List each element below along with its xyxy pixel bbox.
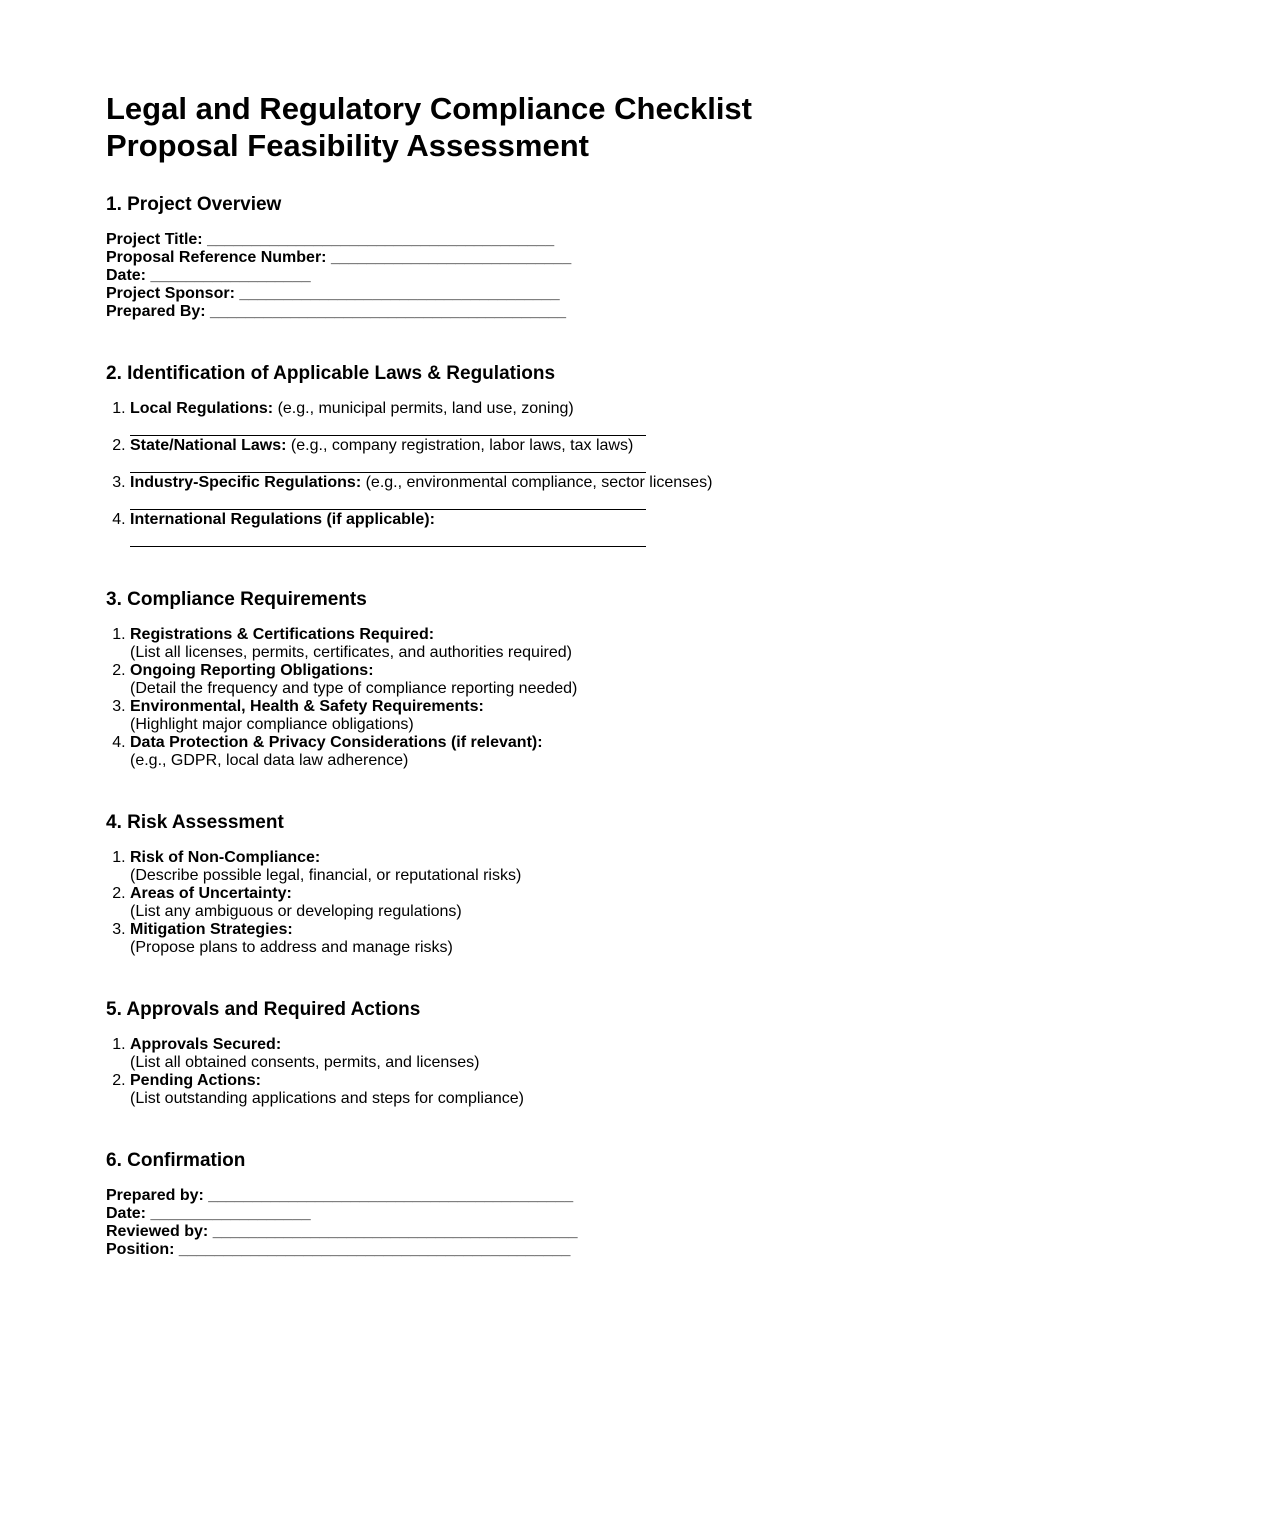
- document-title: [106, 90, 1206, 164]
- confirm-prepared-by-field[interactable]: Prepared by: _________________________________________: [106, 1187, 574, 1204]
- section-compliance-heading: 3. Compliance Requirements: [106, 589, 367, 610]
- list-item: [130, 400, 1206, 436]
- list-item: [130, 626, 1206, 662]
- list-item: [130, 511, 1206, 547]
- project-sponsor-field[interactable]: Project Sponsor: ____________________________________: [106, 285, 560, 302]
- compliance-list: [106, 626, 1206, 770]
- list-item: [130, 1036, 1206, 1072]
- reviewed-by-field[interactable]: Reviewed by: _________________________________________: [106, 1223, 578, 1240]
- laws-list: [106, 400, 1206, 547]
- item-description: (e.g., GDPR, local data law adherence): [130, 752, 409, 769]
- list-item: [130, 474, 1206, 510]
- section-approvals-heading: 5. Approvals and Required Actions: [106, 999, 421, 1020]
- item-description: (Describe possible legal, financial, or reputational risks): [130, 867, 522, 884]
- item-label: Ongoing Reporting Obligations:: [130, 662, 374, 679]
- section-laws-heading: 2. Identification of Applicable Laws & Regulations: [106, 363, 556, 384]
- confirm-date-field[interactable]: Date: __________________: [106, 1205, 311, 1222]
- item-label: Environmental, Health & Safety Requirements:: [130, 698, 484, 715]
- item-label: Local Regulations:: [130, 400, 274, 417]
- risk-list: [106, 849, 1206, 957]
- document-page: [106, 90, 1206, 1259]
- list-item: [130, 698, 1206, 734]
- item-description: (List outstanding applications and steps for compliance): [130, 1090, 524, 1107]
- list-item: [130, 885, 1206, 921]
- item-label: Registrations & Certifications Required:: [130, 626, 435, 643]
- item-label: Mitigation Strategies:: [130, 921, 293, 938]
- item-label: Data Protection & Privacy Considerations (if relevant):: [130, 734, 543, 751]
- list-item: [130, 662, 1206, 698]
- project-overview-fields: [106, 231, 1206, 321]
- confirmation-fields: [106, 1187, 1206, 1259]
- item-description: (List any ambiguous or developing regulations): [130, 903, 462, 920]
- item-label: Pending Actions:: [130, 1072, 261, 1089]
- title-line-2: Proposal Feasibility Assessment: [106, 128, 589, 163]
- item-description: (List all licenses, permits, certificates, and authorities required): [130, 644, 572, 661]
- proposal-reference-field[interactable]: Proposal Reference Number: ___________________________: [106, 249, 572, 266]
- list-item: [130, 1072, 1206, 1108]
- answer-line[interactable]: [130, 529, 646, 547]
- project-title-field[interactable]: Project Title: _______________________________________: [106, 231, 555, 248]
- prepared-by-field[interactable]: Prepared By: ________________________________________: [106, 303, 566, 320]
- list-item: [130, 849, 1206, 885]
- section-confirmation-heading: 6. Confirmation: [106, 1150, 246, 1171]
- item-description: (Detail the frequency and type of compliance reporting needed): [130, 680, 578, 697]
- list-item: [130, 437, 1206, 473]
- approvals-list: [106, 1036, 1206, 1108]
- item-description: (List all obtained consents, permits, and licenses): [130, 1054, 480, 1071]
- item-label: International Regulations (if applicable):: [130, 511, 435, 528]
- section-project-overview-heading: 1. Project Overview: [106, 194, 282, 215]
- title-line-1: Legal and Regulatory Compliance Checklist: [106, 91, 752, 126]
- item-description: (e.g., company registration, labor laws, tax laws): [286, 437, 634, 454]
- item-description: (Highlight major compliance obligations): [130, 716, 414, 733]
- item-label: State/National Laws:: [130, 437, 287, 454]
- item-label: Risk of Non-Compliance:: [130, 849, 321, 866]
- answer-line[interactable]: [130, 418, 646, 436]
- item-description: (Propose plans to address and manage risks): [130, 939, 453, 956]
- item-label: Industry-Specific Regulations:: [130, 474, 362, 491]
- section-risk-heading: 4. Risk Assessment: [106, 812, 284, 833]
- date-field[interactable]: Date: __________________: [106, 267, 311, 284]
- item-description: (e.g., environmental compliance, sector licenses): [361, 474, 713, 491]
- answer-line[interactable]: [130, 492, 646, 510]
- list-item: [130, 921, 1206, 957]
- answer-line[interactable]: [130, 455, 646, 473]
- item-label: Areas of Uncertainty:: [130, 885, 292, 902]
- item-description: (e.g., municipal permits, land use, zoning): [273, 400, 574, 417]
- list-item: [130, 734, 1206, 770]
- position-field[interactable]: Position: ____________________________________________: [106, 1241, 571, 1258]
- item-label: Approvals Secured:: [130, 1036, 282, 1053]
